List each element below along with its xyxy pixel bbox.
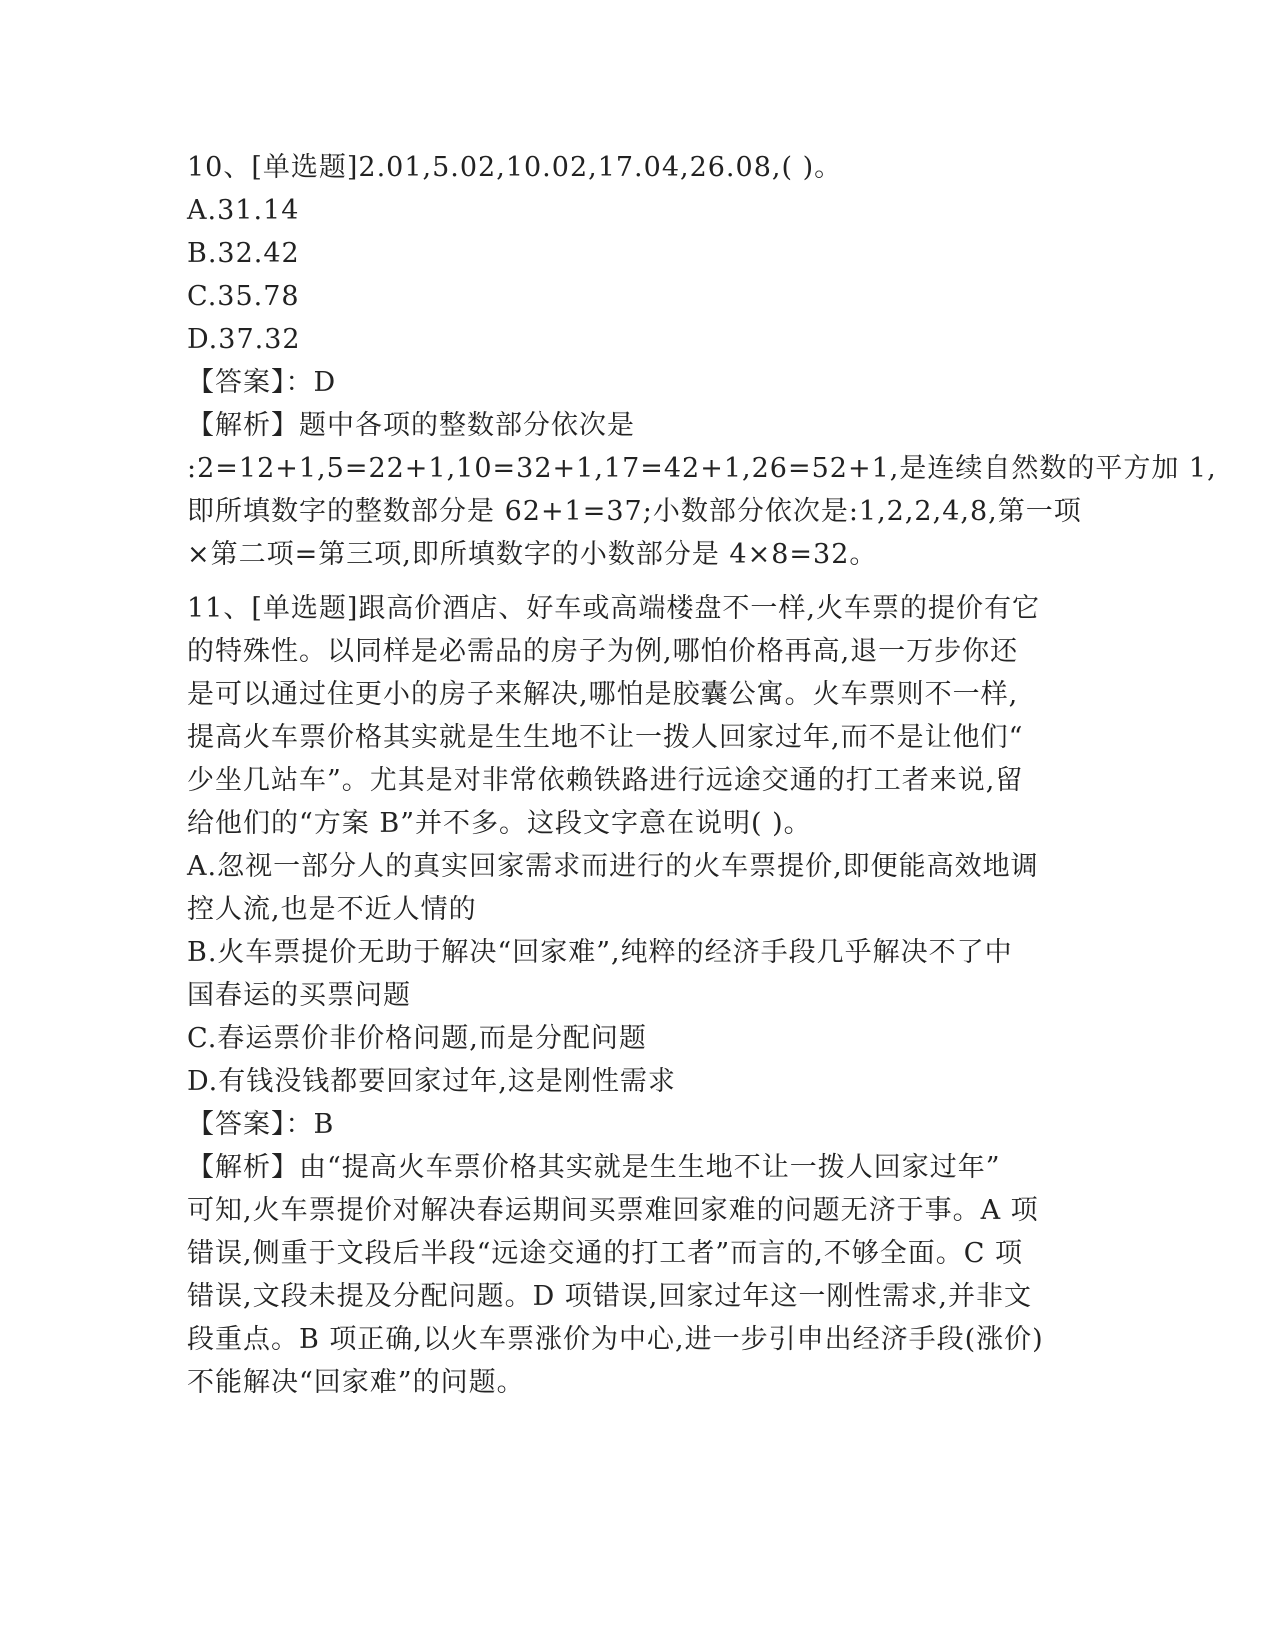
analysis-line: 即所填数字的整数部分是 62+1=37;小数部分依次是:1,2,2,4,8,第一项 [187, 496, 1082, 527]
answer-line: 【答案】：D [187, 367, 337, 398]
answer-line: 【答案】：B [187, 1109, 335, 1140]
question-divider [187, 576, 1087, 587]
option-d: D.有钱没钱都要回家过年,这是刚性需求 [187, 1066, 676, 1097]
analysis-line: 不能解决“回家难”的问题。 [187, 1367, 525, 1398]
option-b-line-1: B.火车票提价无助于解决“回家难”,纯粹的经济手段几乎解决不了中 [187, 937, 1013, 968]
question-11 [187, 587, 1087, 1404]
analysis-line: 段重点。B 项正确,以火车票涨价为中心,进一步引申出经济手段(涨价) [187, 1324, 1044, 1355]
question-stem-line: 少坐几站车”。尤其是对非常依赖铁路进行远途交通的打工者来说,留 [187, 765, 1024, 796]
question-stem-line: 给他们的“方案 B”并不多。这段文字意在说明( )。 [187, 808, 812, 839]
option-d: D.37.32 [187, 324, 301, 355]
option-a: A.31.14 [187, 195, 300, 226]
question-stem-line: 提高火车票价格其实就是生生地不让一拨人回家过年,而不是让他们“ [187, 722, 1024, 753]
question-stem-line: 是可以通过住更小的房子来解决,哪怕是胶囊公寓。火车票则不一样, [187, 679, 1019, 710]
option-b: B.32.42 [187, 238, 300, 269]
question-10 [187, 146, 1217, 576]
analysis-line: 【解析】题中各项的整数部分依次是 [187, 410, 635, 441]
option-c: C.35.78 [187, 281, 300, 312]
question-stem-line: 11、[单选题]跟高价酒店、好车或高端楼盘不一样,火车票的提价有它 [187, 593, 1041, 624]
option-a-line-1: A.忽视一部分人的真实回家需求而进行的火车票提价,即便能高效地调 [187, 851, 1039, 882]
document-page [187, 146, 1217, 1404]
analysis-line: :2=12+1,5=22+1,10=32+1,17=42+1,26=52+1,是连续自然数的平方加 1, [187, 453, 1217, 484]
analysis-line: 错误,侧重于文段后半段“远途交通的打工者”而言的,不够全面。C 项 [187, 1238, 1024, 1269]
option-a-line-2: 控人流,也是不近人情的 [187, 894, 477, 925]
analysis-line: ×第二项=第三项,即所填数字的小数部分是 4×8=32。 [187, 539, 878, 570]
question-stem-line: 的特殊性。以同样是必需品的房子为例,哪怕价格再高,退一万步你还 [187, 636, 1019, 667]
analysis-line: 可知,火车票提价对解决春运期间买票难回家难的问题无济于事。A 项 [187, 1195, 1039, 1226]
option-b-line-2: 国春运的买票问题 [187, 980, 411, 1011]
analysis-line: 错误,文段未提及分配问题。D 项错误,回家过年这一刚性需求,并非文 [187, 1281, 1032, 1312]
option-c: C.春运票价非价格问题,而是分配问题 [187, 1023, 647, 1054]
question-stem: 10、[单选题]2.01,5.02,10.02,17.04,26.08,( )。 [187, 152, 843, 183]
analysis-line: 【解析】由“提高火车票价格其实就是生生地不让一拨人回家过年” [187, 1152, 1001, 1183]
